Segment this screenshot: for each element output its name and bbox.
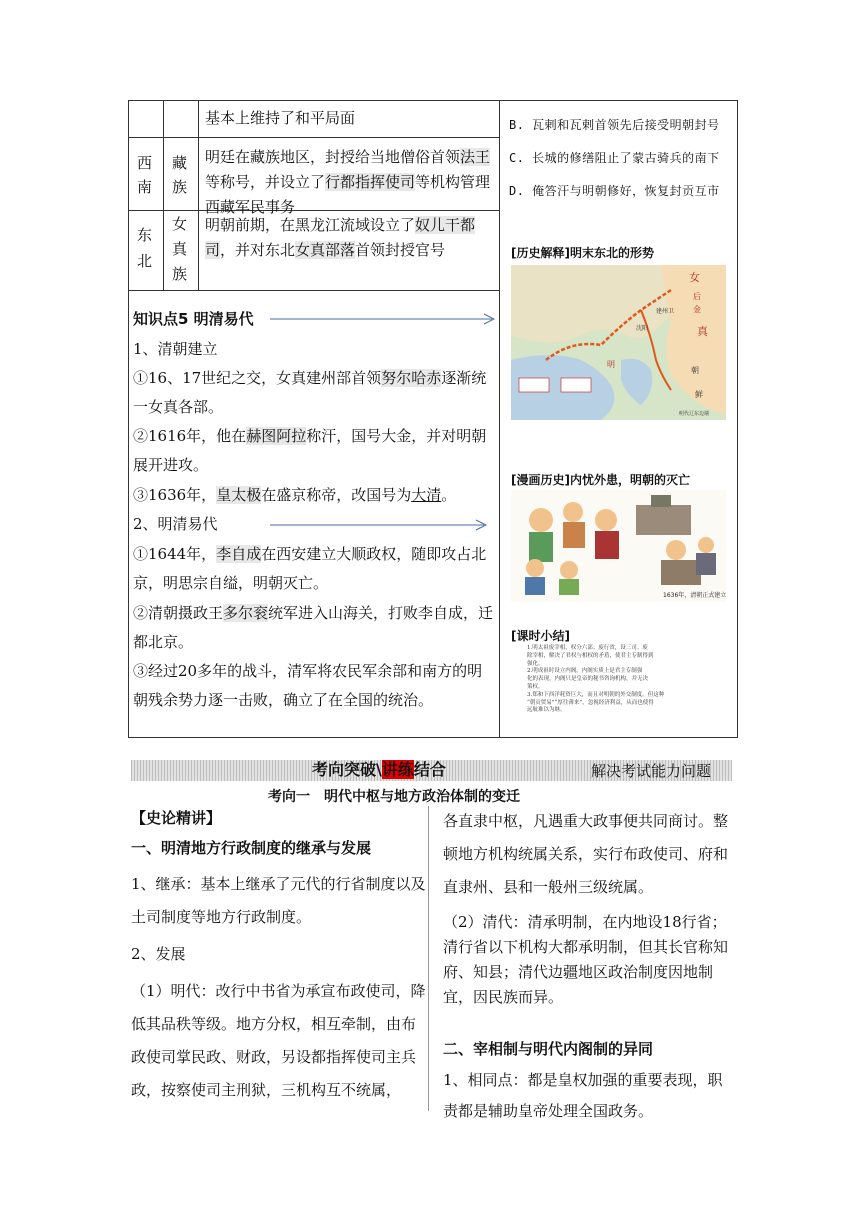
map-label: 金: [693, 305, 701, 314]
left-column: [131, 805, 426, 1107]
ethnic-cell: 藏族: [172, 154, 188, 196]
section-title: [历史解释]明末东北的形势: [511, 246, 654, 260]
paragraph: （1）明代：改行中书省为承宣布政使司，降低其品秩等级。地方分权，相互牵制，由布政使司掌民政、财政，另设都指挥使司主兵政，按察使司主刑狱，三机构互不统属，: [131, 982, 426, 1099]
table-divider: [198, 100, 199, 290]
paragraph: 2、发展: [131, 945, 186, 963]
subsection-title: 1、清朝建立: [133, 340, 218, 358]
paragraph: ②清朝摄政王多尔衮统军进入山海关，打败李自成，迁都北京。: [133, 604, 494, 651]
comic-caption: 1636年，清朝正式建立: [663, 592, 726, 599]
heading: 【史论精讲】: [131, 809, 222, 827]
table-divider: [128, 290, 499, 291]
paragraph: ③1636年，皇太极在盛京称帝，改国号为大清。: [133, 486, 457, 504]
ethnic-cell: 女真族: [172, 215, 188, 283]
banner-title: 考向突破\讲练结合: [312, 760, 446, 779]
subheading: 二、宰相制与明代内阁制的异同: [443, 1040, 654, 1058]
arrow-icon: [270, 312, 498, 326]
paragraph: （2）清代：清承明制，在内地设18行省；清行省以下机构大都承明制，但其长官称知府、知县；清代边疆地区政治制度因地制宜，因民族而异。: [443, 913, 729, 1006]
paragraph: ①1644年，李自成在西安建立大顺政权，随即攻占北京，明思宗自缢，明朝灭亡。: [133, 545, 487, 592]
map-label: 鲜: [695, 390, 703, 399]
map-image: [511, 265, 726, 420]
map-label: 女: [689, 271, 700, 284]
region-cell: 东北: [137, 226, 153, 270]
direction-title: 考向一 明代中枢与地方政治体制的变迁: [268, 789, 520, 805]
section-title: [课时小结]: [511, 629, 570, 643]
map-label: 建州卫: [656, 308, 675, 315]
option-d: D. 俺答汗与明朝修好，恢复封贡互市: [509, 184, 720, 198]
arrow-icon: [270, 518, 490, 532]
paragraph: 各直隶中枢，凡遇重大政事便共同商讨。整顿地方机构统属关系，实行布政使司、府和直隶州、县和一般州三级统属。: [443, 812, 729, 896]
map-label: 真: [697, 325, 708, 338]
right-column: [443, 805, 735, 1127]
map-label: 明: [607, 360, 615, 369]
banner-subtitle: 解决考试能力问题: [591, 762, 712, 780]
summary-block: 1.明太祖废宰相，权分六部；废行省，设三司。废 除宰相，解决了君权与相权的矛盾，使君主专制得到 强化。 2.明成祖时设立内阁。内阁实质上是君主专制强 化的表现。内阁只是皇帝的秘书咨询机构，并无决 策权。 3.郑和下西洋耗资巨大，而且对明朝的外交制度。但这种 “朝贡贸易”“厚往薄来”，忽视经济利益，从而也使得 远航难以为继。: [527, 645, 665, 714]
comic-image: [511, 490, 726, 602]
table-cell: 明廷在藏族地区，封授给当地僧俗首领法王等称号，并设立了行都指挥使司等机构管理西藏军民事务: [205, 148, 491, 216]
section-title: [漫画历史]内忧外患，明朝的灭亡: [511, 473, 690, 487]
section-title: 知识点5 明清易代: [133, 310, 254, 328]
table-divider: [163, 100, 164, 290]
subheading: 一、明清地方行政制度的继承与发展: [131, 839, 372, 857]
paragraph: ③经过20多年的战斗，清军将农民军余部和南方的明朝残余势力逐一击败，确立了在全国的统治。: [133, 662, 483, 709]
map-label: 朝: [691, 366, 699, 375]
map-label: 沈阳: [636, 325, 649, 332]
column-divider: [428, 806, 429, 1111]
table-divider: [128, 137, 499, 138]
paragraph: ②1616年，他在赫图阿拉称汗，国号大金，并对明朝展开进攻。: [133, 427, 487, 474]
paragraph: 1、继承：基本上继承了元代的行省制度以及土司制度等地方行政制度。: [131, 875, 426, 926]
map-legend: 明代辽东边墙: [679, 411, 710, 417]
map-label: 后: [693, 292, 701, 301]
option-c: C. 长城的修缮阻止了蒙古骑兵的南下: [509, 151, 720, 165]
option-b: B. 瓦剌和瓦剌首领先后接受明朝封号: [509, 118, 720, 132]
region-cell: 西南: [137, 154, 153, 196]
paragraph: 1、相同点：都是皇权加强的重要表现，职责都是辅助皇帝处理全国政务。: [443, 1071, 723, 1120]
table-divider: [499, 100, 500, 738]
table-cell: 基本上维持了和平局面: [205, 109, 356, 127]
paragraph: ①16、17世纪之交，女真建州部首领努尔哈赤逐渐统一女真各部。: [133, 369, 487, 416]
subsection-title: 2、明清易代: [133, 515, 218, 533]
table-cell: 明朝前期，在黑龙江流域设立了奴儿干都司，并对东北女真部落首领封授官号: [205, 216, 476, 259]
